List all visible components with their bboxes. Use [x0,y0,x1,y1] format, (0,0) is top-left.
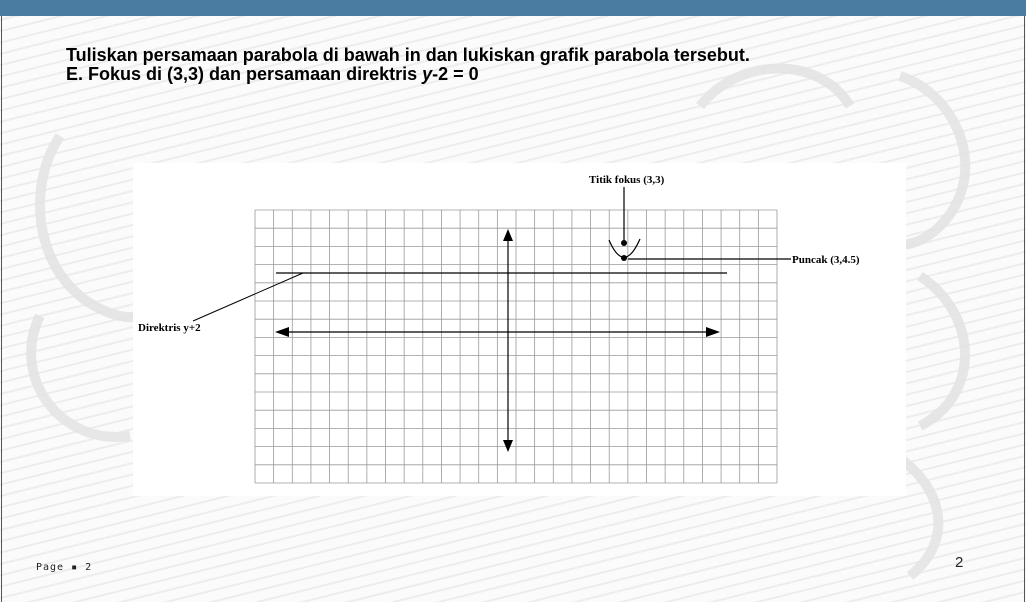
title-line-2-suffix: -2 = 0 [432,64,479,84]
title-line-2 [66,65,986,84]
figure-panel [133,163,906,496]
x-axis-right-arrow [706,327,720,337]
grid-paper [255,210,777,483]
x-axis-left-arrow [275,327,289,337]
directrix-pointer-line [193,273,303,321]
title-line-1: Tuliskan persamaan parabola di bawah in dan lukiskan grafik parabola tersebut. [66,45,750,65]
directrix-label: Direktris y+2 [138,322,201,334]
page-label: Page ▪ 2 [36,562,93,573]
title-variable: y [422,64,433,84]
y-axis-up-arrow [503,229,513,241]
vertex-point [621,255,627,261]
vertex-label: Puncak (3,4.5) [792,254,860,266]
top-bar [0,0,1026,16]
slide-number: 2 [955,554,964,571]
focus-point [621,240,627,246]
y-axis-down-arrow [503,440,513,452]
title-line-2-prefix: E. Fokus di (3,3) dan persamaan direktris [66,64,423,84]
focus-label: Titik fokus (3,3) [589,174,665,186]
slide-title [66,46,986,84]
parabola-figure [133,163,906,496]
